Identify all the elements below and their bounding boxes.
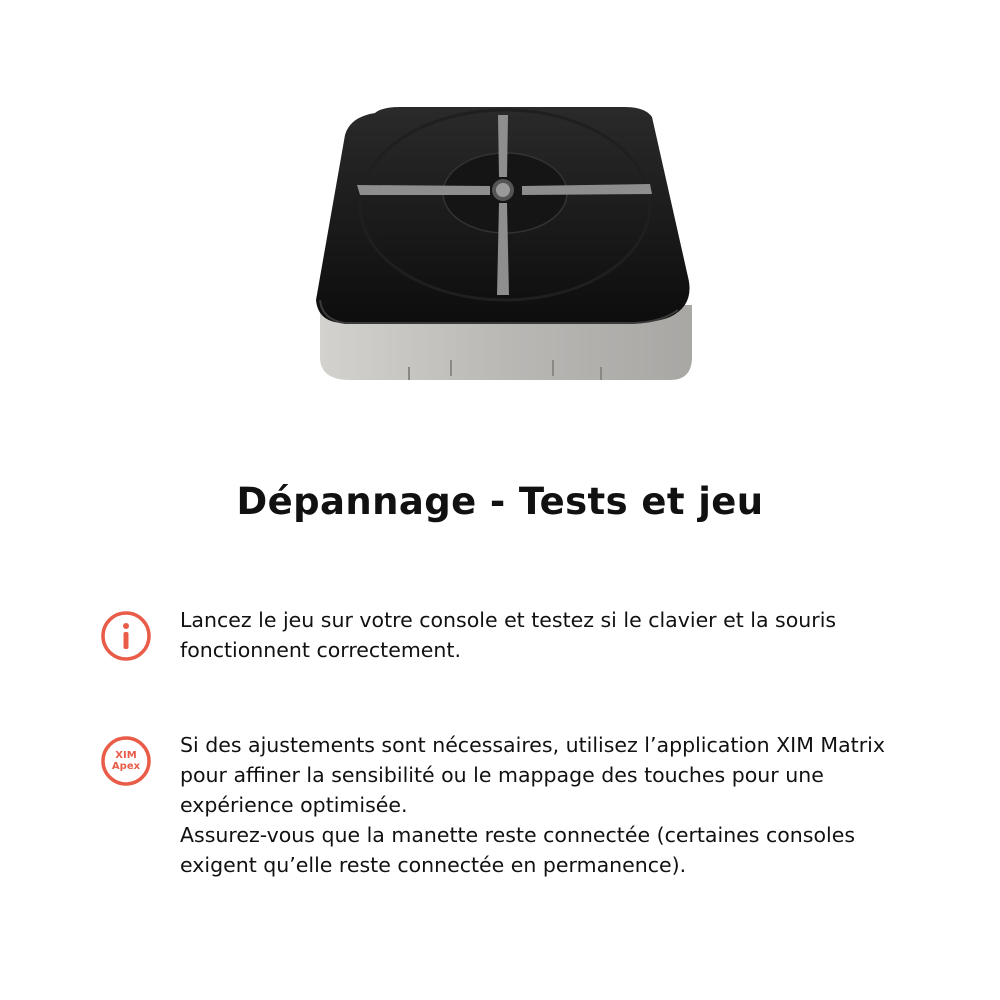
xim-apex-icon: [100, 735, 152, 787]
item-line: Assurez-vous que la manette reste connectée (certaines consoles exigent qu’elle reste connectée en permanence).: [180, 823, 856, 877]
page-title: Dépannage - Tests et jeu: [236, 480, 764, 523]
item-line: Si des ajustements sont nécessaires, utilisez l’application XIM Matrix pour affiner la sensibilité ou le mappage des touches pour une expérience optimisée.: [180, 733, 885, 817]
item-text: [180, 730, 905, 880]
apex-icon-label: Apex: [111, 761, 141, 772]
info-icon: [100, 610, 152, 662]
xim-matrix-device-image: [300, 95, 710, 395]
item-line: Lancez le jeu sur votre console et testez si le clavier et la souris fonctionnent correctement.: [180, 608, 837, 662]
item-text: [180, 605, 905, 665]
xim-icon-label: XIM: [115, 750, 137, 761]
